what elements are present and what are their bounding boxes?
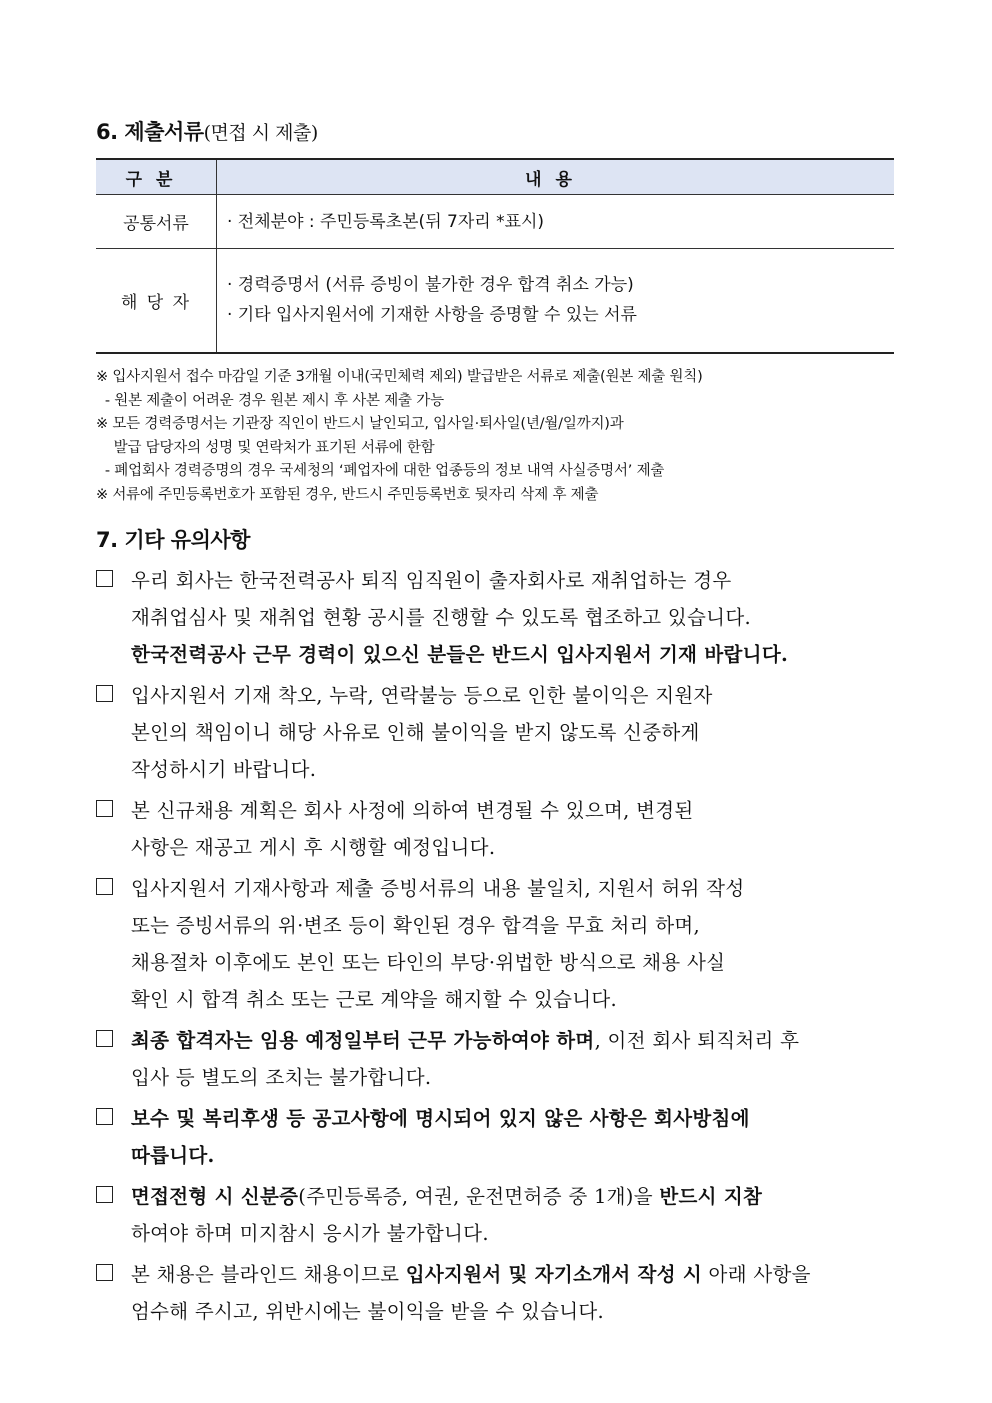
item-line: 작성하시기 바랍니다. [131,758,317,781]
item-line: 채용절차 이후에도 본인 또는 타인의 부당·위법한 방식으로 채용 사실 [131,951,726,974]
checkbox-square-icon [96,878,113,895]
checkbox-square-icon [96,1264,113,1281]
checkbox-square-icon [96,1030,113,1047]
checkbox-square-icon [96,570,113,587]
notes-block [96,366,906,507]
section-6-title: 제출서류 [124,120,204,144]
table-header-row [96,159,894,195]
note-line: ※ 서류에 주민등록번호가 포함된 경우, 반드시 주민등록번호 뒷자리 삭제 후 제출 [96,486,599,503]
list-item [96,562,906,673]
section-7-heading [96,524,250,554]
item-bold-text: 면접전형 시 신분증 [131,1185,299,1208]
documents-table [96,158,894,354]
note-line: 발급 담당자의 성명 및 연락처가 표기된 서류에 한함 [96,439,435,456]
row-line: · 경력증명서 (서류 증빙이 불가한 경우 합격 취소 가능) [227,275,634,296]
note-line: - 원본 제출이 어려운 경우 원본 제시 후 사본 제출 가능 [96,392,444,409]
item-line: 엄수해 주시고, 위반시에는 불이익을 받을 수 있습니다. [131,1300,605,1323]
item-text: 본 채용은 블라인드 채용이므로 [131,1263,406,1286]
row-line: · 기타 입사지원서에 기재한 사항을 증명할 수 있는 서류 [227,305,637,326]
item-line: 재취업심사 및 재취업 현황 공시를 진행할 수 있도록 협조하고 있습니다. [131,606,751,629]
list-item [96,870,906,1018]
item-bold-text: 최종 합격자는 임용 예정일부터 근무 가능하여야 하며 [131,1029,595,1052]
item-line: 입사지원서 기재사항과 제출 증빙서류의 내용 불일치, 지원서 허위 작성 [131,877,745,900]
item-line [131,1178,906,1215]
section-7-number: 7. [96,528,118,552]
header-content: 내용 [217,159,895,195]
item-line: 입사지원서 기재 착오, 누락, 연락불능 등으로 인한 불이익은 지원자 [131,684,713,707]
note-line: ※ 모든 경력증명서는 기관장 직인이 반드시 날인되고, 입사일·퇴사일(년/월/일까지)과 [96,416,624,432]
item-line: 하여야 하며 미지참시 응시가 불가합니다. [131,1222,489,1245]
item-text: 아래 사항을 [702,1263,811,1286]
checkbox-square-icon [96,800,113,817]
item-line: 한국전력공사 근무 경력이 있으신 분들은 반드시 입사지원서 기재 바랍니다. [131,643,789,666]
item-line: 따릅니다. [131,1144,215,1167]
item-bold-text: 입사지원서 및 자기소개서 작성 시 [405,1263,703,1286]
item-line [131,1022,906,1059]
item-line: 확인 시 합격 취소 또는 근로 계약을 해지할 수 있습니다. [131,988,617,1011]
list-item [96,677,906,788]
row-line: · 전체분야 : 주민등록초본(뒤 7자리 *표시) [227,211,545,232]
item-bold-text: 반드시 지참 [659,1185,763,1208]
item-line: 사항은 재공고 게시 후 시행할 예정입니다. [131,836,496,859]
section-6-heading [96,116,318,146]
list-item [96,1100,906,1174]
row-content [217,195,895,249]
row-content [217,249,895,353]
section-7-title: 기타 유의사항 [124,528,250,552]
header-category: 구분 [96,159,217,195]
item-line: 본 신규채용 계획은 회사 사정에 의하여 변경될 수 있으며, 변경된 [131,799,694,822]
item-line: 또는 증빙서류의 위·변조 등이 확인된 경우 합격을 무효 처리 하며, [131,914,701,937]
item-text: (주민등록증, 여권, 운전면허증 중 1개)을 [298,1185,660,1208]
list-item [96,792,906,866]
list-item [96,1178,906,1252]
item-line [131,1256,906,1293]
checkbox-square-icon [96,685,113,702]
note-line: ※ 입사지원서 접수 마감일 기준 3개월 이내(국민체력 제외) 발급받은 서류로 제출(원본 제출 원칙) [96,369,703,385]
checkbox-square-icon [96,1186,113,1203]
item-line: 입사 등 별도의 조치는 불가합니다. [131,1066,432,1089]
item-text: , 이전 회사 퇴직처리 후 [594,1029,800,1052]
item-line: 보수 및 복리후생 등 공고사항에 명시되어 있지 않은 사항은 회사방침에 [131,1107,750,1130]
row-category: 공통서류 [96,195,217,249]
list-item [96,1022,906,1096]
section-6-number: 6. [96,120,118,144]
row-category: 해 당 자 [96,249,217,353]
checkbox-square-icon [96,1108,113,1125]
note-line: - 폐업회사 경력증명의 경우 국세청의 ‘폐업자에 대한 업종등의 정보 내역 사실증명서’ 제출 [96,463,665,479]
section-6-subtitle: (면접 시 제출) [203,122,318,144]
item-line: 우리 회사는 한국전력공사 퇴직 임직원이 출자회사로 재취업하는 경우 [131,569,732,592]
notice-items [96,562,906,1334]
table-row [96,195,894,249]
list-item [96,1256,906,1330]
item-line: 본인의 책임이니 해당 사유로 인해 불이익을 받지 않도록 신중하게 [131,721,700,744]
table-row [96,249,894,353]
